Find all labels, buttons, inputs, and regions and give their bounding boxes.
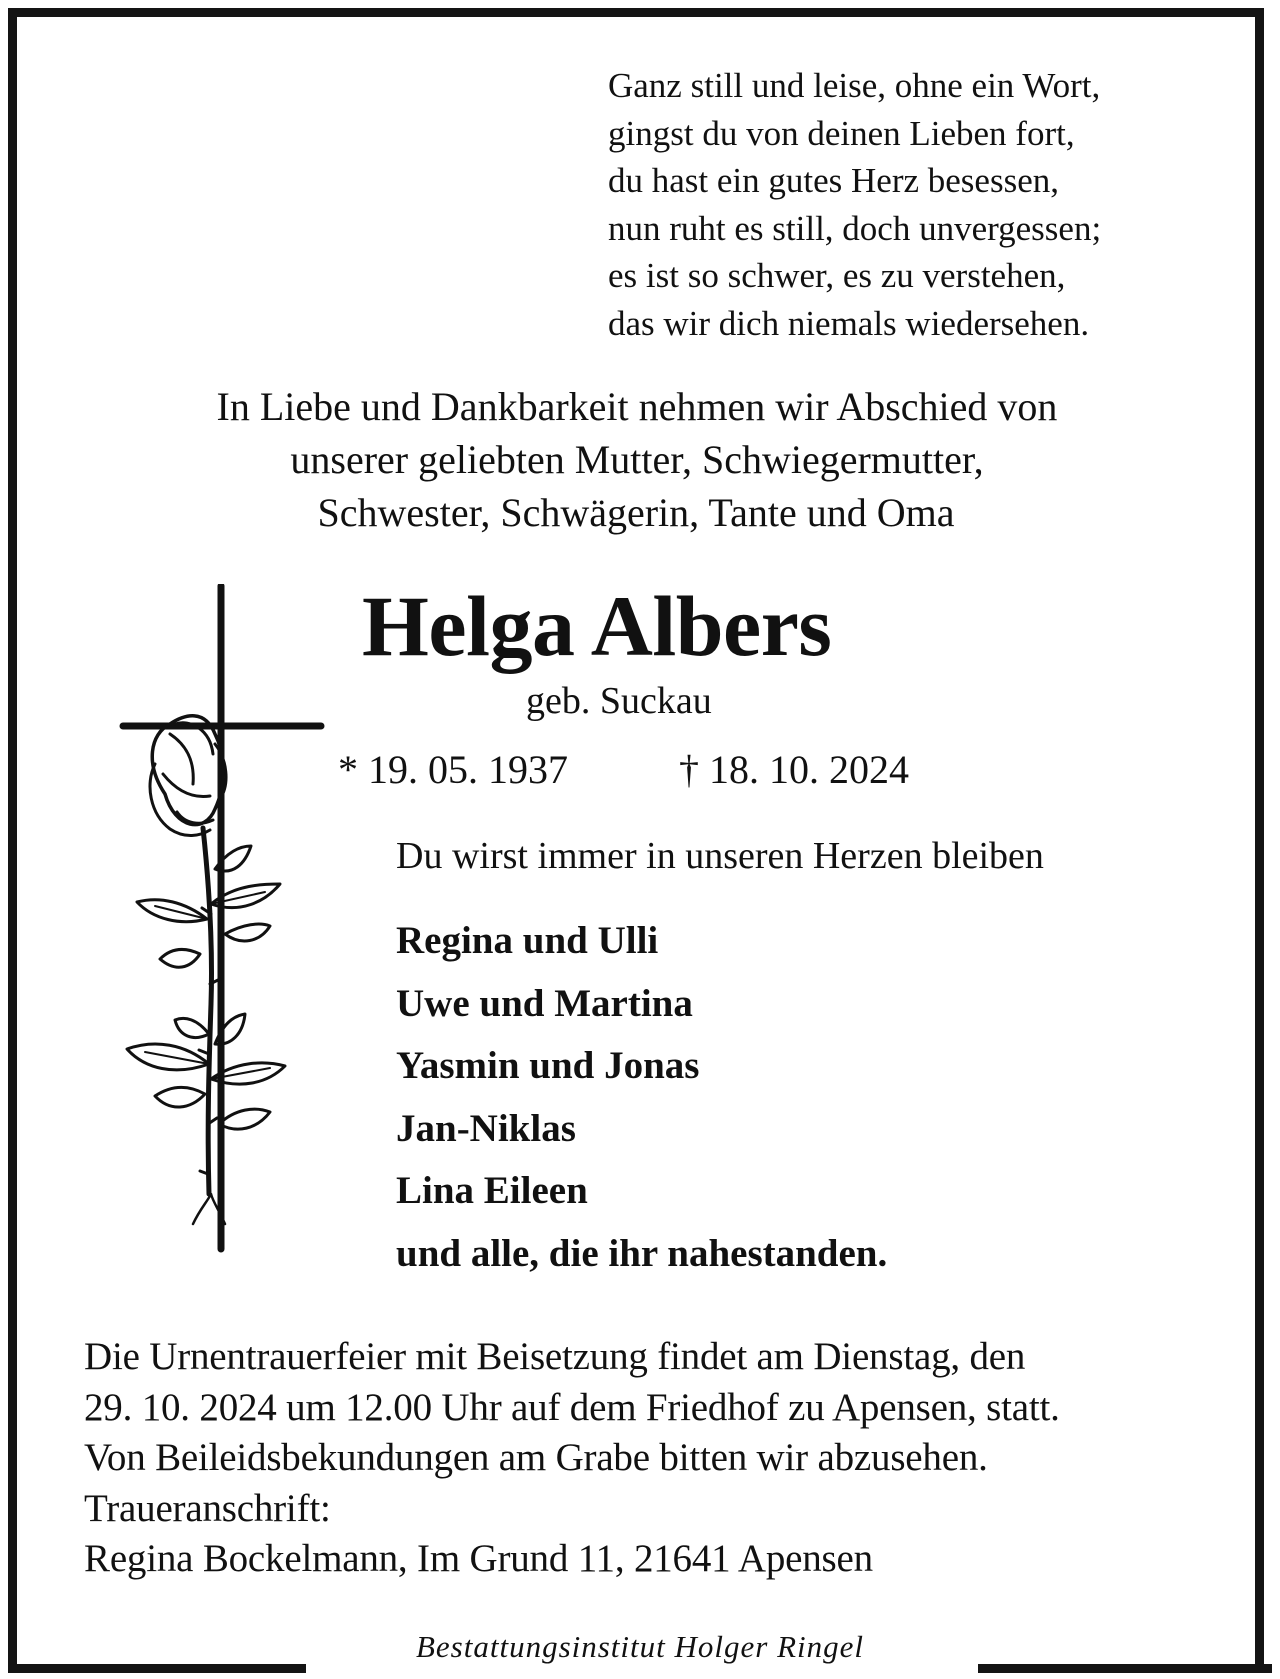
mourner: Uwe und Martina [396, 981, 693, 1025]
ceremony-line: Von Beileidsbekundungen am Grabe bitten wir abzusehen. [84, 1436, 988, 1479]
mourner: Yasmin und Jonas [396, 1044, 700, 1088]
intro-line: Schwester, Schwägerin, Tante und Oma [317, 490, 955, 535]
poem-line: das wir dich niemals wiedersehen. [608, 303, 1090, 343]
maiden-name: geb. Suckau [526, 680, 712, 722]
poem-line: gingst du von deinen Lieben fort, [608, 113, 1075, 153]
ceremony-details [84, 1332, 1060, 1585]
mourners-list [396, 910, 887, 1286]
poem-line: Ganz still und leise, ohne ein Wort, [608, 66, 1101, 105]
cross-with-rose-icon [115, 584, 325, 1256]
deceased-name: Helga Albers [362, 578, 832, 674]
intro-line: unserer geliebten Mutter, Schwiegermutter, [290, 437, 984, 482]
funeral-home: Bestattungsinstitut Holger Ringel [415, 1629, 865, 1664]
farewell-intro [0, 380, 1280, 539]
mourner: und alle, die ihr nahestanden. [396, 1231, 888, 1275]
ceremony-line: Traueranschrift: [84, 1486, 331, 1530]
ceremony-line: 29. 10. 2024 um 12.00 Uhr auf dem Friedhof zu Apensen, statt. [84, 1385, 1060, 1429]
birth-date: * 19. 05. 1937 [338, 747, 568, 792]
death-date: † 18. 10. 2024 [679, 747, 909, 792]
poem [608, 62, 1101, 347]
mourner: Regina und Ulli [396, 919, 659, 962]
poem-line: du hast ein gutes Herz besessen, [608, 161, 1059, 200]
poem-line: nun ruht es still, doch unvergessen; [608, 208, 1102, 248]
ceremony-line: Die Urnentrauerfeier mit Beisetzung findet am Dienstag, den [84, 1335, 1026, 1378]
ceremony-line: Regina Bockelmann, Im Grund 11, 21641 Apensen [84, 1537, 873, 1580]
poem-line: es ist so schwer, es zu verstehen, [608, 256, 1066, 295]
intro-line: In Liebe und Dankbarkeit nehmen wir Abschied von [216, 384, 1058, 429]
mourner: Lina Eileen [396, 1169, 588, 1213]
mourner: Jan-Niklas [396, 1106, 576, 1150]
motto: Du wirst immer in unseren Herzen bleiben [396, 835, 1044, 877]
